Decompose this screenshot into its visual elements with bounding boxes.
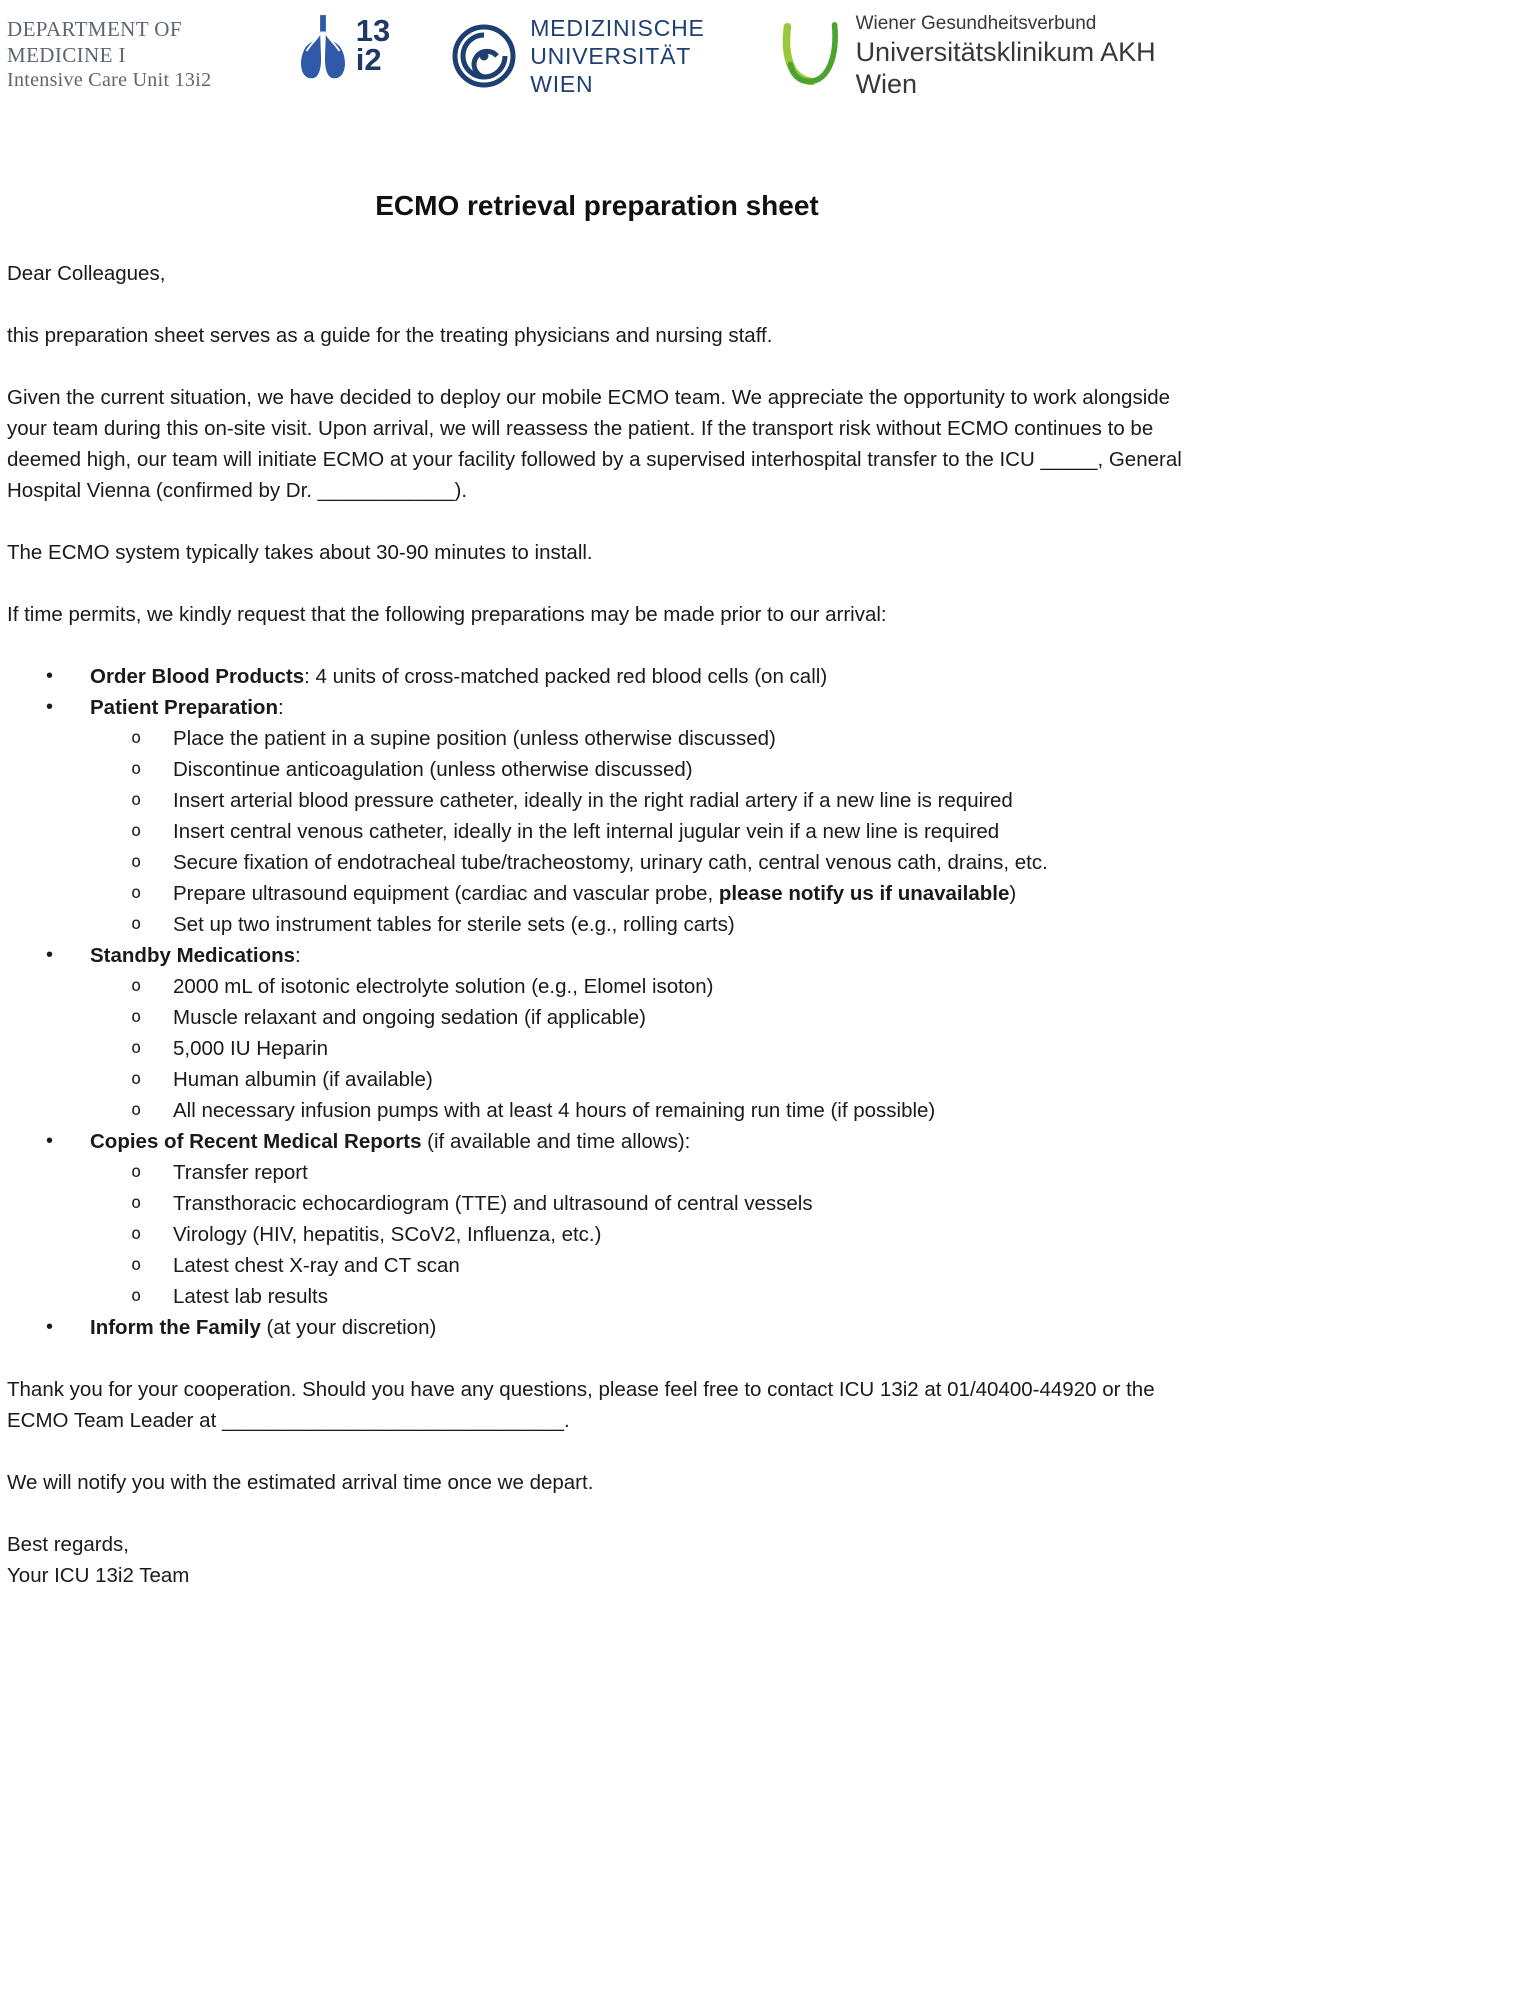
list-item bbox=[7, 1188, 1187, 1219]
department-name: DEPARTMENT OF MEDICINE I bbox=[7, 17, 182, 67]
list-item-text: All necessary infusion pumps with at least 4 hours of remaining run time (if possible) bbox=[173, 1099, 936, 1122]
list-item bbox=[7, 661, 1187, 692]
list-item bbox=[7, 1002, 1187, 1033]
list-item-text: Prepare ultrasound equipment (cardiac and vascular probe, please notify us if unavailable) bbox=[173, 882, 1017, 905]
list-item bbox=[7, 692, 1187, 723]
bullet-marker-icon: • bbox=[46, 1130, 54, 1152]
list-item-text: Transfer report bbox=[173, 1161, 308, 1184]
bullet-marker-icon: o bbox=[131, 728, 142, 748]
list-item-text: Latest chest X-ray and CT scan bbox=[173, 1254, 460, 1277]
list-item-text: Place the patient in a supine position (unless otherwise discussed) bbox=[173, 727, 776, 750]
closing-line: Best regards, bbox=[7, 1533, 129, 1556]
list-item-text: Transthoracic echocardiogram (TTE) and ultrasound of central vessels bbox=[173, 1192, 813, 1215]
muw-line1: MEDIZINISCHE bbox=[530, 15, 705, 41]
notify-paragraph: We will notify you with the estimated arrival time once we depart. bbox=[7, 1471, 594, 1494]
akh-line1: Wiener Gesundheitsverbund bbox=[855, 13, 1097, 34]
muw-line2: UNIVERSITÄT WIEN bbox=[530, 43, 691, 97]
bullet-marker-icon: o bbox=[131, 1038, 142, 1058]
list-item-text: Insert central venous catheter, ideally in the left internal jugular vein if a new line is required bbox=[173, 820, 1000, 843]
icu-logo-text bbox=[355, 12, 391, 77]
list-item-text: 2000 mL of isotonic electrolyte solution (e.g., Elomel isoton) bbox=[173, 975, 714, 998]
bullet-marker-icon: • bbox=[46, 665, 54, 687]
letterhead bbox=[7, 10, 1179, 99]
bullet-marker-icon: o bbox=[131, 1162, 142, 1182]
akh-line2: Universitätsklinikum AKH Wien bbox=[855, 37, 1156, 99]
department-unit: Intensive Care Unit 13i2 bbox=[7, 69, 212, 91]
list-item bbox=[7, 723, 1187, 754]
list-item-text: Order Blood Products: 4 units of cross-matched packed red blood cells (on call) bbox=[90, 665, 828, 688]
list-item bbox=[7, 1064, 1187, 1095]
bullet-marker-icon: o bbox=[131, 883, 142, 903]
install-time-paragraph: The ECMO system typically takes about 30-90 minutes to install. bbox=[7, 541, 593, 564]
bullet-marker-icon: o bbox=[131, 790, 142, 810]
list-item bbox=[7, 816, 1187, 847]
bullet-marker-icon: • bbox=[46, 696, 54, 718]
list-item bbox=[7, 971, 1187, 1002]
list-item-text: Human albumin (if available) bbox=[173, 1068, 433, 1091]
list-item bbox=[7, 1157, 1187, 1188]
lungs-icon bbox=[292, 12, 354, 86]
bullet-marker-icon: o bbox=[131, 1100, 142, 1120]
bullet-marker-icon: o bbox=[131, 759, 142, 779]
list-item-text: Inform the Family (at your discretion) bbox=[90, 1316, 437, 1339]
list-item bbox=[7, 1095, 1187, 1126]
list-item bbox=[7, 1126, 1187, 1157]
list-item bbox=[7, 940, 1187, 971]
bullet-marker-icon: o bbox=[131, 821, 142, 841]
list-item-text: Copies of Recent Medical Reports (if available and time allows): bbox=[90, 1130, 691, 1153]
bullet-marker-icon: o bbox=[131, 852, 142, 872]
department-block bbox=[7, 10, 282, 93]
list-item-text: Discontinue anticoagulation (unless otherwise discussed) bbox=[173, 758, 693, 781]
list-item-text: Muscle relaxant and ongoing sedation (if applicable) bbox=[173, 1006, 646, 1029]
list-item bbox=[7, 909, 1187, 940]
signature-line: Your ICU 13i2 Team bbox=[7, 1564, 190, 1587]
akh-wordmark bbox=[856, 12, 1179, 100]
list-item-text: Latest lab results bbox=[173, 1285, 328, 1308]
page-title: ECMO retrieval preparation sheet bbox=[375, 190, 819, 221]
list-item bbox=[7, 847, 1187, 878]
list-item-text: Set up two instrument tables for sterile sets (e.g., rolling carts) bbox=[173, 913, 735, 936]
list-item-text: Patient Preparation: bbox=[90, 696, 284, 719]
list-item bbox=[7, 785, 1187, 816]
preparation-list bbox=[7, 661, 1187, 1343]
icu-13i2-logo bbox=[292, 10, 390, 86]
icu-logo-i2: i2 bbox=[355, 42, 382, 77]
greeting-paragraph: Dear Colleagues, bbox=[7, 262, 166, 285]
bullet-marker-icon: o bbox=[131, 1286, 142, 1306]
intro-paragraph: this preparation sheet serves as a guide for the treating physicians and nursing staff. bbox=[7, 324, 773, 347]
list-item bbox=[7, 1250, 1187, 1281]
bullet-marker-icon: o bbox=[131, 1069, 142, 1089]
list-item-text: Insert arterial blood pressure catheter, ideally in the right radial artery if a new line is required bbox=[173, 789, 1013, 812]
bullet-marker-icon: o bbox=[131, 1193, 142, 1213]
list-item-text: Virology (HIV, hepatitis, SCoV2, Influenza, etc.) bbox=[173, 1223, 602, 1246]
list-item-text: 5,000 IU Heparin bbox=[173, 1037, 328, 1060]
muw-wordmark bbox=[530, 14, 729, 98]
bullet-marker-icon: • bbox=[46, 944, 54, 966]
icu-logo-13: 13 bbox=[355, 13, 391, 48]
bullet-marker-icon: o bbox=[131, 914, 142, 934]
bullet-marker-icon: • bbox=[46, 1316, 54, 1338]
list-item bbox=[7, 1219, 1187, 1250]
muw-seal-icon bbox=[452, 24, 516, 88]
muw-logo-block bbox=[452, 10, 729, 98]
deployment-paragraph: Given the current situation, we have decided to deploy our mobile ECMO team. We appreciate the opportunity to work alongside your team during this on-site visit. Upon arrival, we will reassess the patient. If the transport risk without ECMO continues to be deemed high, our team will initiate ECMO at your facility followed by a supervised interhospital transfer to the ICU _____, General Hospital Vienna (confirmed by Dr. ____________). bbox=[7, 386, 1182, 502]
bullet-marker-icon: o bbox=[131, 976, 142, 996]
akh-u-icon bbox=[778, 21, 844, 91]
document-body bbox=[7, 258, 1187, 1591]
list-item bbox=[7, 1312, 1187, 1343]
request-paragraph: If time permits, we kindly request that the following preparations may be made prior to our arrival: bbox=[7, 603, 887, 626]
list-item-text: Standby Medications: bbox=[90, 944, 301, 967]
akh-logo-block bbox=[778, 10, 1179, 100]
thanks-paragraph: Thank you for your cooperation. Should you have any questions, please feel free to contact ICU 13i2 at 01/40400-44920 or the ECMO Team Leader at ______________________________. bbox=[7, 1378, 1155, 1432]
bullet-marker-icon: o bbox=[131, 1224, 142, 1244]
bullet-marker-icon: o bbox=[131, 1255, 142, 1275]
list-item bbox=[7, 1033, 1187, 1064]
list-item bbox=[7, 878, 1187, 909]
bullet-marker-icon: o bbox=[131, 1007, 142, 1027]
list-item bbox=[7, 1281, 1187, 1312]
list-item bbox=[7, 754, 1187, 785]
list-item-text: Secure fixation of endotracheal tube/tracheostomy, urinary cath, central venous cath, drains, etc. bbox=[173, 851, 1048, 874]
